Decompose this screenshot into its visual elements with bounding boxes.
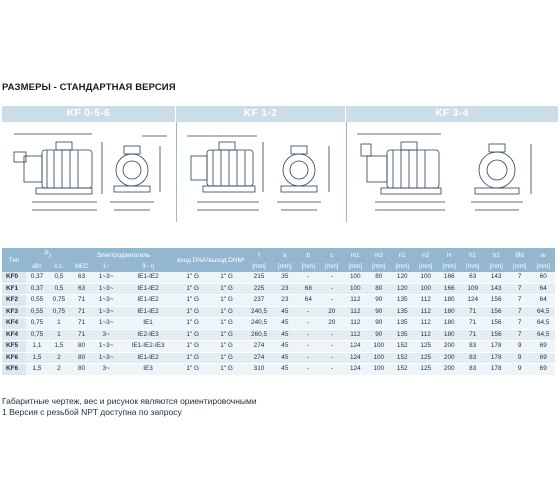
unit-d: [mm] [508,262,531,272]
col-m1: m1 [344,248,367,262]
col-type: Тип [2,248,26,272]
table-cell: 3~ [93,329,119,341]
table-cell: 1 [48,329,70,341]
band-kf056-label: KF 0-5-6 [66,108,111,119]
table-cell: KF6 [2,364,26,376]
table-cell: 1" G [208,283,245,295]
table-cell: 0,37 [26,283,48,295]
table-cell: 80 [70,341,93,353]
table-cell: IE1-IE2-IE3 [119,341,177,353]
table-cell: 178 [484,341,507,353]
table-cell: 45 [273,306,296,318]
table-cell: 45 [273,329,296,341]
table-cell: 60 [531,272,555,283]
table-cell: 90 [367,318,390,330]
col-f: f [245,248,273,262]
col-w: w [531,248,555,262]
table-cell: 90 [367,295,390,307]
table-cell: 68 [297,283,320,295]
col-n2: n2 [414,248,437,262]
table-cell: - [297,306,320,318]
table-cell: 1~3~ [93,318,119,330]
table-cell: 45 [273,318,296,330]
table-cell: 69 [531,352,555,364]
table-cell: 112 [344,295,367,307]
table-cell: 152 [391,364,414,376]
unit-h1: [mm] [461,262,484,272]
table-row [2,272,555,283]
table-cell: 9 [508,341,531,353]
table-cell: 180 [437,306,460,318]
table-cell: 90 [367,306,390,318]
table-cell: 100 [344,283,367,295]
table-cell: 124 [461,295,484,307]
model-bands [0,106,560,122]
table-cell: 2 [48,352,70,364]
table-cell: 0,55 [26,295,48,307]
col-n1: n1 [391,248,414,262]
table-cell: IE2-IE3 [119,329,177,341]
table-cell: 1,5 [26,352,48,364]
table-cell: 0,55 [26,306,48,318]
table-body [2,272,555,375]
table-cell: 7 [508,272,531,283]
table-cell: 63 [70,283,93,295]
table-cell: 135 [391,318,414,330]
col-c: c [320,248,343,262]
table-cell: - [320,272,343,283]
table-cell: 156 [484,329,507,341]
table-cell: 0,75 [48,295,70,307]
table-cell: 7 [508,283,531,295]
band-kf34-label: KF 3-4 [435,108,469,119]
table-row [2,318,555,330]
table-cell: 20 [320,306,343,318]
table-cell: 200 [437,352,460,364]
table-cell: 125 [414,364,437,376]
pump-drawing-kf12 [177,122,346,222]
table-cell: 100 [414,272,437,283]
table-cell: 83 [461,352,484,364]
pump-drawing-kf34 [347,122,559,222]
table-cell: 1~3~ [93,352,119,364]
band-kf056 [2,106,175,122]
table-cell: KF5 [2,341,26,353]
table-cell: 156 [484,295,507,307]
table-cell: 274 [245,341,273,353]
table-cell: 100 [367,341,390,353]
unit-h2: [mm] [484,262,507,272]
sub-hp: л.с. [48,262,70,272]
table-cell: 1" G [177,306,208,318]
table-cell: 112 [414,306,437,318]
table-cell: 23 [273,283,296,295]
table-cell: 1" G [208,364,245,376]
table-cell: - [297,352,320,364]
table-cell: 1" G [208,318,245,330]
table-cell: 237 [245,295,273,307]
table-row [2,295,555,307]
p2-label: P [44,250,49,257]
table-cell: 1" G [208,352,245,364]
table-cell: 1" G [177,295,208,307]
table-cell: - [320,283,343,295]
table-cell: IE1-IE2 [119,272,177,283]
table-cell: 64 [531,283,555,295]
table-cell: IE1-IE2 [119,295,177,307]
table-cell: 152 [391,341,414,353]
table-cell: 225 [245,283,273,295]
table-cell: IE1-IE2 [119,352,177,364]
table-cell: 112 [414,295,437,307]
table-cell: 0,75 [26,318,48,330]
table-cell: - [320,341,343,353]
table-cell: 124 [344,352,367,364]
footnotes [2,396,257,418]
table-cell: 7 [508,295,531,307]
col-outlet: выход DNM¹ [208,248,245,272]
col-h2: h2 [484,248,507,262]
table-cell: 1,5 [48,341,70,353]
table-subheader-row [2,262,555,272]
table-cell: 1" G [177,272,208,283]
table-cell: - [320,352,343,364]
table-cell: 9 [508,352,531,364]
unit-c: [mm] [320,262,343,272]
table-cell: 23 [273,295,296,307]
table-cell: 1~3~ [93,295,119,307]
table-cell: 120 [391,283,414,295]
table-cell: 1" G [177,352,208,364]
table-row [2,306,555,318]
drawing-kf056 [2,122,175,222]
table-cell: 2 [48,364,70,376]
table-cell: KF4 [2,318,26,330]
table-cell: 80 [367,283,390,295]
table-cell: 135 [391,306,414,318]
table-cell: 100 [367,352,390,364]
unit-m1: [mm] [344,262,367,272]
table-cell: 80 [70,352,93,364]
table-cell: 1" G [177,341,208,353]
table-cell: 135 [391,295,414,307]
table-cell: - [297,272,320,283]
table-cell: 64,5 [531,329,555,341]
table-header-row [2,248,555,262]
table-cell: 100 [344,272,367,283]
sub-phase3: 3~ η [119,262,177,272]
table-cell: 120 [391,272,414,283]
table-cell: 45 [273,352,296,364]
unit-a: [mm] [273,262,296,272]
table-cell: 71 [461,318,484,330]
p2-sub: 2 [48,253,52,260]
band-kf12 [176,106,345,122]
table-cell: 125 [414,352,437,364]
table-cell: 1,1 [26,341,48,353]
table-cell: IE1-IE2 [119,283,177,295]
table-cell: 7 [508,329,531,341]
unit-H: [mm] [437,262,460,272]
table-cell: 112 [344,318,367,330]
unit-w: [mm] [531,262,555,272]
table-cell: 0,75 [26,329,48,341]
dimensions-table [2,248,555,376]
table-cell: KF2 [2,295,26,307]
table-row [2,352,555,364]
table-row [2,283,555,295]
table-cell: 64,5 [531,318,555,330]
unit-n2: [mm] [414,262,437,272]
table-cell: 178 [484,364,507,376]
table-cell: 1~3~ [93,306,119,318]
unit-n1: [mm] [391,262,414,272]
table-cell: 64 [297,295,320,307]
table-cell: 1" G [208,341,245,353]
table-cell: 112 [344,306,367,318]
table-cell: KF1 [2,283,26,295]
table-cell: 152 [391,352,414,364]
table-cell: 1" G [177,329,208,341]
col-h1: h1 [461,248,484,262]
drawing-kf34 [346,122,559,222]
table-cell: 80 [70,364,93,376]
table-cell: 178 [484,352,507,364]
table-cell: 0,75 [48,306,70,318]
table-cell: 90 [367,329,390,341]
col-d: Ød [508,248,531,262]
table-cell: 166 [437,283,460,295]
table-cell: 1" G [208,295,245,307]
table-cell: 112 [344,329,367,341]
table-cell: 156 [484,318,507,330]
table-cell: 180 [437,318,460,330]
table-cell: - [297,318,320,330]
table-cell: 71 [461,306,484,318]
table-cell: 64 [531,295,555,307]
table-cell: 80 [367,272,390,283]
col-a: a [273,248,296,262]
sub-kw: кВт [26,262,48,272]
table-cell: - [297,364,320,376]
table-cell: 1" G [208,272,245,283]
table-cell: 83 [461,364,484,376]
table-cell: 71 [70,318,93,330]
table-cell: - [320,364,343,376]
table-cell: 45 [273,364,296,376]
table-cell: 109 [461,283,484,295]
table-cell: 71 [70,306,93,318]
table-cell: IE1 [119,318,177,330]
table-cell: 0,37 [26,272,48,283]
table-cell: 9 [508,364,531,376]
band-kf12-label: KF 1-2 [243,108,278,119]
col-motor: Электродвигатель [70,248,177,262]
table-row [2,364,555,376]
table-cell: 1" G [208,329,245,341]
table-cell: 200 [437,341,460,353]
table-cell: 1" G [177,283,208,295]
section-title: РАЗМЕРЫ - СТАНДАРТНАЯ ВЕРСИЯ [2,82,176,93]
col-b: b [297,248,320,262]
table-cell: 274 [245,352,273,364]
col-p2 [26,248,70,262]
table-cell: 3~ [93,364,119,376]
footnote-approx: Габаритные чертеж, вес и рисунок являются ориентировочными [2,396,257,406]
table-cell: 125 [414,341,437,353]
col-m2: m2 [367,248,390,262]
table-cell: 63 [70,272,93,283]
table-cell: - [297,329,320,341]
table-cell: 35 [273,272,296,283]
table-cell: IE3 [119,364,177,376]
col-inlet: вход DNA¹ [177,248,208,272]
table-cell: KF6 [2,352,26,364]
table-cell: 1" G [177,318,208,330]
table-cell: 156 [484,306,507,318]
footnote-npt: 1 Версия с резьбой NPT доступна по запросу [2,407,182,417]
table-cell: 310 [245,364,273,376]
unit-b: [mm] [297,262,320,272]
unit-m2: [mm] [367,262,390,272]
col-H: H [437,248,460,262]
table-cell: 112 [414,329,437,341]
table-cell: 124 [344,341,367,353]
sub-mec: MEC [70,262,93,272]
table-cell: - [297,341,320,353]
table-cell: 0,5 [48,272,70,283]
table-cell: 180 [437,329,460,341]
table-row [2,341,555,353]
table-cell: 215 [245,272,273,283]
table-cell: 260,5 [245,329,273,341]
table-cell: 45 [273,341,296,353]
table-cell: 240,5 [245,318,273,330]
table-cell: 200 [437,364,460,376]
table-row [2,329,555,341]
table-cell: KF4 [2,329,26,341]
table-cell: 1~3~ [93,341,119,353]
table-cell: 100 [367,364,390,376]
unit-f: [mm] [245,262,273,272]
table-cell: 69 [531,364,555,376]
table-cell: KF3 [2,306,26,318]
table-cell: 1" G [177,364,208,376]
table-cell: 240,5 [245,306,273,318]
sub-phase1: 1~ [93,262,119,272]
drawing-kf12 [176,122,346,222]
table-cell: 143 [484,272,507,283]
table-cell: 7 [508,306,531,318]
table-cell: - [320,295,343,307]
band-kf34 [346,106,558,122]
table-cell: 180 [437,295,460,307]
table-cell: 112 [414,318,437,330]
table-cell: 1 [48,318,70,330]
table-cell: 143 [484,283,507,295]
table-cell: 7 [508,318,531,330]
table-cell: 83 [461,341,484,353]
table-cell: 20 [320,318,343,330]
table-cell: IE1-IE2 [119,306,177,318]
table-cell: 1" G [208,306,245,318]
table-cell: 63 [461,272,484,283]
table-cell: 124 [344,364,367,376]
table-cell: 1~3~ [93,283,119,295]
table-cell: 69 [531,341,555,353]
table-cell: KF0 [2,272,26,283]
table-cell: 1,5 [26,364,48,376]
table-cell: 1~3~ [93,272,119,283]
table-cell: 100 [414,283,437,295]
table-cell: 135 [391,329,414,341]
table-cell: 71 [461,329,484,341]
table-cell: 166 [437,272,460,283]
table-cell: 64,5 [531,306,555,318]
pump-drawing-kf056 [2,122,175,222]
table-cell: - [320,329,343,341]
table-cell: 0,5 [48,283,70,295]
table-cell: 71 [70,295,93,307]
table-cell: 71 [70,329,93,341]
